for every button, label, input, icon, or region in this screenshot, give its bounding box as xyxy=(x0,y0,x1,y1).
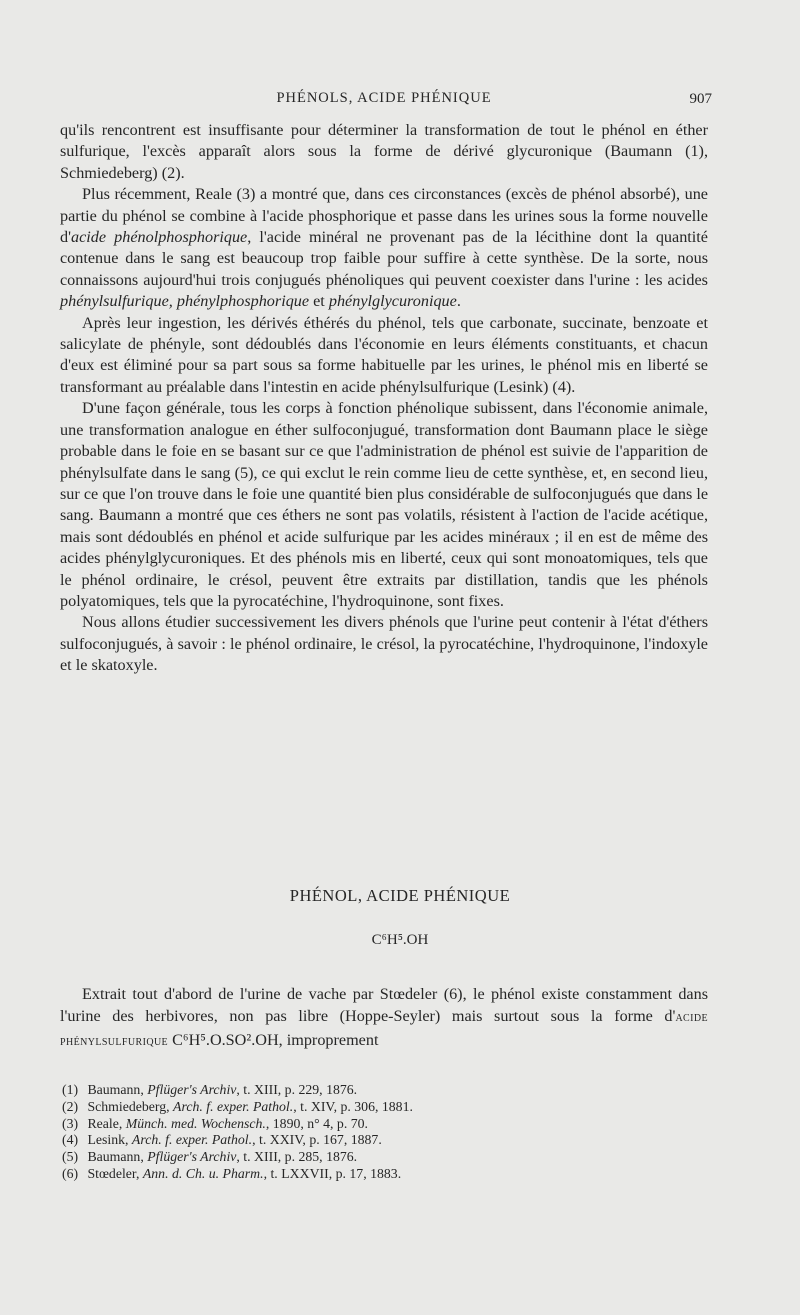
footnote-journal: Arch. f. exper. Pathol. xyxy=(131,1132,253,1148)
footnote-author: Reale, xyxy=(87,1115,126,1131)
footnote-reference: , t. XIII, p. 229, 1876. xyxy=(236,1082,358,1097)
footnotes xyxy=(62,1082,662,1183)
footnote-author: Baumann, xyxy=(87,1149,148,1165)
paragraph-3: Après leur ingestion, les dérivés éthérés du phénol, tels que carbonate, succinate, benzoate et salicylate de phényle, sont dédoublés dans l'économie en leurs éléments constituants, et chacun d'eux est éliminé pour sa part sous sa forme habituelle par les urines, le phénol mis en liberté se transformant au préalable dans l'intestin en acide phénylsulfurique (Lesink) (4). xyxy=(60,313,708,396)
footnote-journal: Ann. d. Ch. u. Pharm. xyxy=(142,1165,264,1181)
section-paragraph-small-caps: acide phénylsulfurique xyxy=(60,1010,708,1049)
paragraph-1: qu'ils rencontrent est insuffisante pour déterminer la transformation de tout le phénol en éther sulfurique, l'excès apparaît alors sous la forme de dérivé glycuronique (Baumann (1), Schmiedeberg) (2). xyxy=(60,121,708,182)
footnote-reference: , t. LXXVII, p. 17, 1883. xyxy=(263,1165,402,1181)
section-paragraph-text-1: Extrait tout d'abord de l'urine de vache par Stœdeler (6), le phénol existe constamment dans l'urine des herbivores, non pas libre (Hoppe-Seyler) mais surtout sous la forme d' xyxy=(60,985,708,1025)
footnote xyxy=(62,1116,662,1133)
paragraph-2-text-2: , l'acide minéral ne provenant pas de la lécithine dont la quantité contenue dans le sang est beaucoup trop faible pour suffire à cette synthèse. De la sorte, nous connaissons aujourd'hui trois conjugués phénoliques qui peuvent coexister dans l'urine : les acides xyxy=(60,228,708,289)
paragraph-5: Nous allons étudier successivement les divers phénols que l'urine peut contenir à l'état d'éthers sulfoconjugués, à savoir : le phénol ordinaire, le crésol, la pyrocatéchine, l'hydroquinone, l'indoxyle et le skatoxyle. xyxy=(60,613,708,675)
footnote-reference: , 1890, n° 4, p. 70. xyxy=(265,1115,368,1131)
footnote-author: Lesink, xyxy=(87,1132,132,1148)
footnote-number: (6) xyxy=(62,1165,79,1181)
footnote-journal: Pflüger's Archiv xyxy=(147,1082,237,1097)
paragraph-4: D'une façon générale, tous les corps à fonction phénolique subissent, dans l'économie animale, une transformation analogue en éther sulfoconjugué, transformation dont Baumann place le siège probable dans le foie en se basant sur ce que l'administration de phénol est suivie de l'apparition de phénylsulfate dans le sang (5), ce qui exclut le rein comme lieu de cette synthèse, et, en second lieu, sur ce que l'on trouve dans le foie une quantité bien plus considérable de sulfoconjugués que dans le sang. Baumann a montré que ces éthers ne sont pas volatils, résistent à l'action de l'acide acétique, mais sont dédoublés en phénol et acide sulfurique par les acides minéraux ; il en est de même des acides phénylglycuroniques. Et des phénols mis en liberté, ceux qui sont monoatomiques, tels que le phénol ordinaire, le crésol, peuvent être extraits par distillation, tandis que les phénols polyatomiques, tels que la pyrocatéchine, l'hydroquinone, sont fixes. xyxy=(60,399,708,610)
footnote-reference: , t. XIV, p. 306, 1881. xyxy=(293,1098,413,1114)
footnote-author: Schmiedeberg, xyxy=(87,1098,174,1114)
footnote xyxy=(62,1099,662,1116)
footnote-reference: , t. XXIV, p. 167, 1887. xyxy=(252,1132,382,1148)
paragraph-2-text-4: . xyxy=(456,292,461,311)
paragraph-2 xyxy=(60,184,708,312)
main-text xyxy=(60,120,708,677)
footnote xyxy=(62,1132,662,1149)
section-text xyxy=(60,983,708,1053)
paragraph-2-term-2: phénylsulfurique, phénylphosphorique xyxy=(60,292,310,311)
section-title: PHÉNOL, ACIDE PHÉNIQUE xyxy=(289,886,511,905)
paragraph-2-text-3: et xyxy=(309,292,329,311)
footnote-number: (4) xyxy=(62,1132,79,1148)
paragraph-2-term-3: phénylglycuronique xyxy=(328,292,457,311)
paragraph-2-term-1: acide phénolphosphorique xyxy=(71,228,248,247)
footnote-number: (3) xyxy=(62,1115,79,1131)
running-title: PHÉNOLS, ACIDE PHÉNIQUE xyxy=(276,90,492,106)
section-paragraph xyxy=(60,983,708,1053)
footnote-journal: Münch. med. Wochensch. xyxy=(125,1115,266,1131)
footnote-number: (5) xyxy=(62,1149,79,1165)
footnote-number: (1) xyxy=(62,1082,79,1097)
footnote-reference: , t. XIII, p. 285, 1876. xyxy=(236,1149,358,1165)
footnote xyxy=(62,1166,662,1183)
footnote-author: Stœdeler, xyxy=(87,1165,143,1181)
footnote xyxy=(62,1149,662,1166)
footnote-journal: Pflüger's Archiv xyxy=(147,1149,237,1165)
footnote-author: Baumann, xyxy=(87,1082,148,1097)
footnote-number: (2) xyxy=(62,1098,79,1114)
chemical-formula: C⁶H⁵.OH xyxy=(371,932,429,948)
footnote xyxy=(62,1082,662,1099)
section-paragraph-text-2: C⁶H⁵.O.SO².OH, improprement xyxy=(168,1031,379,1049)
page-number: 907 xyxy=(689,91,712,107)
page-header xyxy=(56,90,712,112)
paragraph-2-text-1: Plus récemment, Reale (3) a montré que, dans ces circonstances (excès de phénol absorbé), une partie du phénol se combine à l'acide phosphorique et passe dans les urines sous la forme nouvelle d' xyxy=(60,185,708,247)
footnote-journal: Arch. f. exper. Pathol. xyxy=(173,1098,294,1114)
